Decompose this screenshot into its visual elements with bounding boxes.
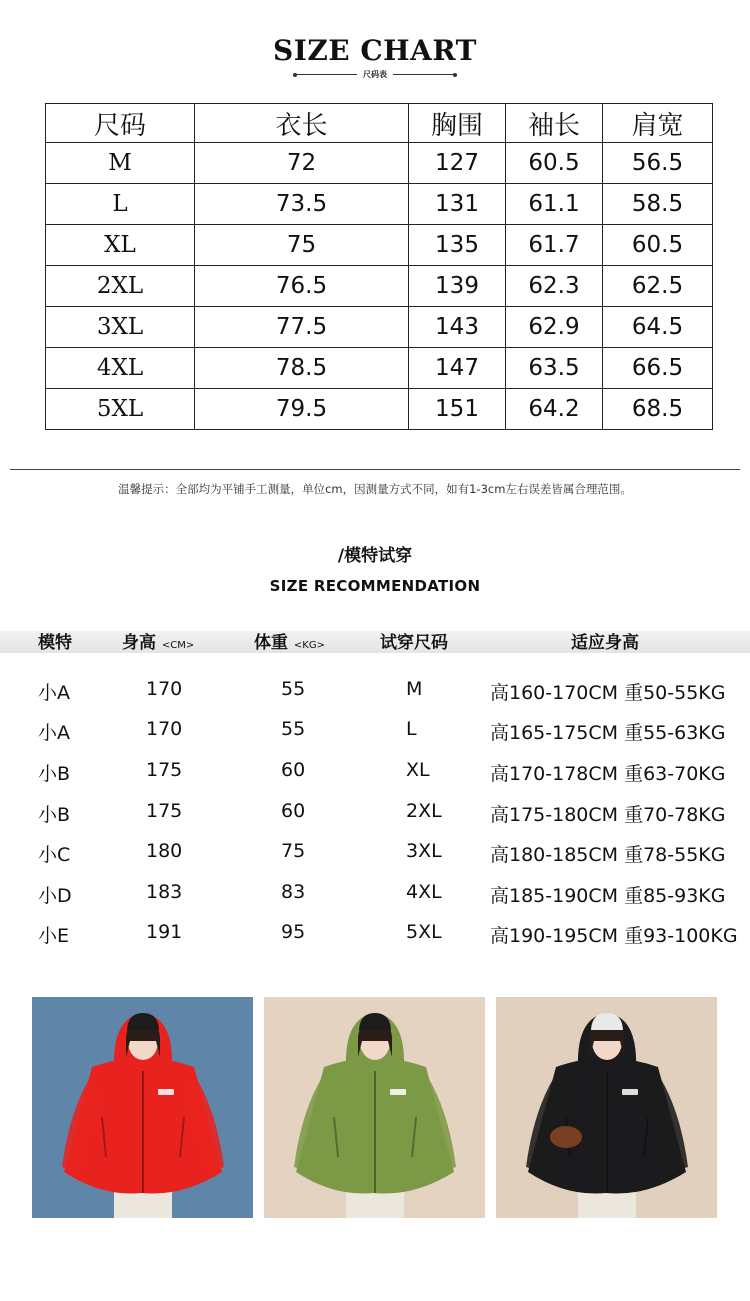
rec-weight: 60 <box>281 800 306 822</box>
size-value: 60.5 <box>603 225 713 266</box>
rec-size: XL <box>406 759 430 781</box>
recommendation-title: /模特试穿 <box>337 546 413 566</box>
rec-height: 170 <box>146 678 183 700</box>
size-chart-subtitle <box>0 69 750 80</box>
rec-height: 170 <box>146 718 183 740</box>
size-value: 151 <box>409 389 506 430</box>
size-value: 72 <box>195 143 409 184</box>
size-value: 61.7 <box>506 225 603 266</box>
size-value: 139 <box>409 266 506 307</box>
jacket-logo <box>390 1089 406 1095</box>
measurement-note: 温馨提示：全部均为平铺手工测量，单位cm，因测量方式不同，如有1-3cm左右误差皆属合理范围。 <box>118 482 632 496</box>
header-height-label: 身高 <box>122 633 156 653</box>
rec-weight: 55 <box>281 718 306 740</box>
recommendation-row <box>0 718 750 748</box>
size-value: 75 <box>195 225 409 266</box>
size-row <box>46 307 713 348</box>
size-label: 3XL <box>46 307 195 348</box>
size-label: 4XL <box>46 348 195 389</box>
rec-size: 2XL <box>406 800 442 822</box>
rec-size: M <box>406 678 423 700</box>
rec-weight: 60 <box>281 759 306 781</box>
recommendation-row <box>0 881 750 911</box>
header-fit: 适应身高 <box>571 633 639 653</box>
size-value: 61.1 <box>506 184 603 225</box>
size-value: 62.5 <box>603 266 713 307</box>
rec-fit: 高165-175CM 重55-63KG <box>490 722 726 744</box>
rec-height: 175 <box>146 800 183 822</box>
size-row <box>46 184 713 225</box>
rec-height: 183 <box>146 881 183 903</box>
size-value: 60.5 <box>506 143 603 184</box>
size-value: 135 <box>409 225 506 266</box>
size-value: 77.5 <box>195 307 409 348</box>
recommendation-row <box>0 840 750 870</box>
size-chart-title: SIZE CHART <box>273 34 477 67</box>
jacket-logo <box>622 1089 638 1095</box>
header-weight <box>254 628 325 653</box>
size-value: 66.5 <box>603 348 713 389</box>
size-value: 62.3 <box>506 266 603 307</box>
rec-size: 5XL <box>406 921 442 943</box>
model-photo-black <box>496 997 717 1218</box>
header-weight-unit: <KG> <box>293 640 325 651</box>
rec-size: 4XL <box>406 881 442 903</box>
header-model: 模特 <box>38 633 72 653</box>
header-trial-size: 试穿尺码 <box>380 633 448 653</box>
rec-fit: 高160-170CM 重50-55KG <box>490 682 726 704</box>
size-label: L <box>46 184 195 225</box>
size-value: 79.5 <box>195 389 409 430</box>
rec-fit: 高170-178CM 重63-70KG <box>490 763 726 785</box>
size-value: 63.5 <box>506 348 603 389</box>
size-value: 62.9 <box>506 307 603 348</box>
rec-model: 小C <box>38 844 71 866</box>
header-height-unit: <CM> <box>161 640 195 651</box>
size-value: 78.5 <box>195 348 409 389</box>
size-row <box>46 225 713 266</box>
rec-size: 3XL <box>406 840 442 862</box>
size-label: 5XL <box>46 389 195 430</box>
divider-right <box>393 74 457 75</box>
rec-fit: 高185-190CM 重85-93KG <box>490 885 726 907</box>
rec-model: 小E <box>38 925 70 947</box>
football-prop <box>550 1126 582 1148</box>
recommendation-row <box>0 800 750 830</box>
recommendation-subtitle: SIZE RECOMMENDATION <box>269 577 481 595</box>
rec-model: 小B <box>38 804 71 826</box>
header-sleeve: 袖长 <box>506 104 603 143</box>
size-value: 76.5 <box>195 266 409 307</box>
rec-weight: 55 <box>281 678 306 700</box>
rec-fit: 高175-180CM 重70-78KG <box>490 804 726 826</box>
model-photo-red <box>32 997 253 1218</box>
size-table <box>45 103 713 430</box>
divider-left <box>293 74 357 75</box>
header-size: 尺码 <box>46 104 195 143</box>
rec-model: 小A <box>38 722 70 744</box>
size-chart-subtitle-text: 尺码表 <box>363 70 387 79</box>
rec-fit: 高190-195CM 重93-100KG <box>490 925 738 947</box>
size-table-header <box>46 104 713 143</box>
header-weight-label: 体重 <box>254 633 288 653</box>
recommendation-header <box>0 628 750 654</box>
size-value: 73.5 <box>195 184 409 225</box>
size-value: 68.5 <box>603 389 713 430</box>
size-label: XL <box>46 225 195 266</box>
rec-height: 180 <box>146 840 183 862</box>
rec-fit: 高180-185CM 重78-55KG <box>490 844 726 866</box>
rec-model: 小B <box>38 763 71 785</box>
size-value: 127 <box>409 143 506 184</box>
recommendation-row <box>0 921 750 951</box>
size-value: 131 <box>409 184 506 225</box>
size-value: 143 <box>409 307 506 348</box>
jacket-logo <box>158 1089 174 1095</box>
size-row <box>46 266 713 307</box>
rec-height: 175 <box>146 759 183 781</box>
size-label: M <box>46 143 195 184</box>
size-row <box>46 143 713 184</box>
size-value: 64.2 <box>506 389 603 430</box>
size-value: 147 <box>409 348 506 389</box>
rec-model: 小A <box>38 682 70 704</box>
header-height <box>122 628 194 653</box>
size-label: 2XL <box>46 266 195 307</box>
header-shoulder: 肩宽 <box>603 104 713 143</box>
rec-weight: 75 <box>281 840 306 862</box>
size-value: 56.5 <box>603 143 713 184</box>
size-value: 58.5 <box>603 184 713 225</box>
rec-weight: 83 <box>281 881 306 903</box>
model-photo-green <box>264 997 485 1218</box>
header-length: 衣长 <box>195 104 409 143</box>
size-row <box>46 348 713 389</box>
rec-height: 191 <box>146 921 183 943</box>
rec-size: L <box>406 718 417 740</box>
recommendation-row <box>0 678 750 708</box>
section-divider <box>10 469 740 470</box>
rec-model: 小D <box>38 885 72 907</box>
rec-weight: 95 <box>281 921 306 943</box>
recommendation-row <box>0 759 750 789</box>
size-value: 64.5 <box>603 307 713 348</box>
size-row <box>46 389 713 430</box>
header-chest: 胸围 <box>409 104 506 143</box>
